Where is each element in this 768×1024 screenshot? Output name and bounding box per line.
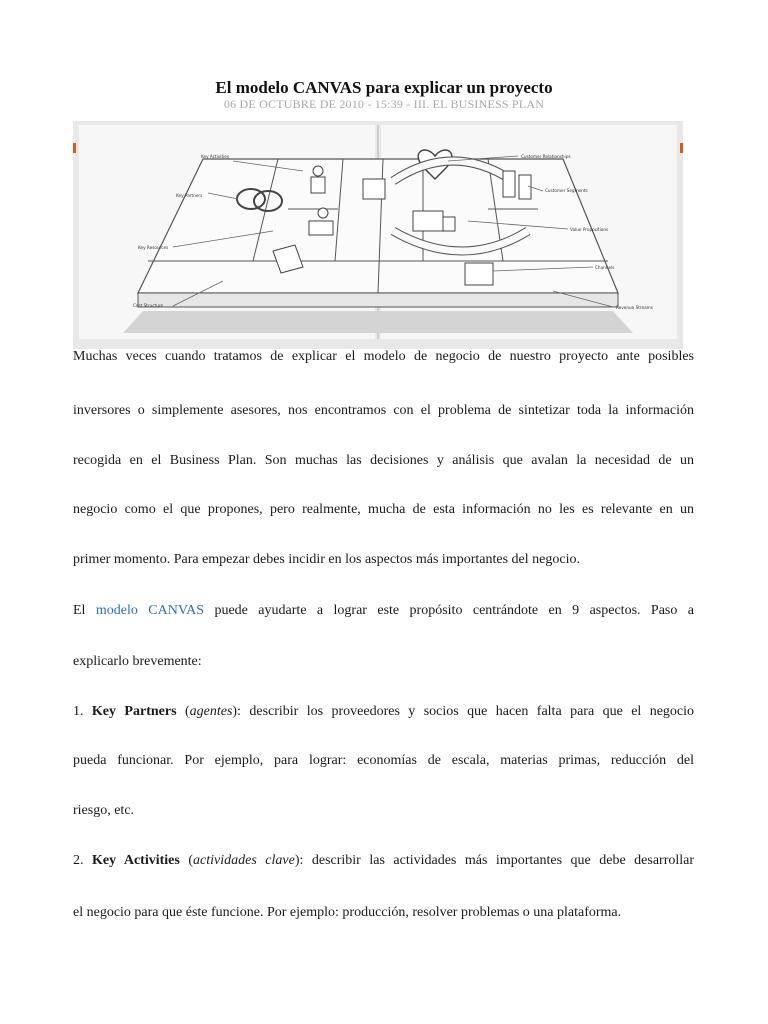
label-customer-relationships: Customer Relationships [521, 154, 571, 159]
paragraph-1-line-2: inversores o simplemente asesores, nos encontramos con el problema de sintetizar toda la información [73, 403, 694, 418]
modelo-canvas-link[interactable]: modelo CANVAS [95, 603, 205, 618]
paragraph-1-line-5: primer momento. Para empezar debes incidir en los aspectos más importantes del negocio. [73, 552, 580, 567]
paragraph-4-line-2: el negocio para que éste funcione. Por ejemplo: producción, resolver problemas o una plataforma. [73, 905, 622, 920]
label-cost-structure: Cost Structure [133, 303, 164, 308]
item-number: 1. [73, 704, 84, 719]
label-key-resources: Key Resources [138, 245, 169, 250]
label-customer-segments: Customer Segments [545, 188, 588, 193]
canvas-board-drawing [73, 121, 683, 349]
paragraph-2-start: El [73, 603, 86, 618]
paragraph-1-line-3: recogida en el Business Plan. Son muchas las decisiones y análisis que avalan la necesidad de un [73, 453, 694, 468]
paragraph-4-line-1: 2. Key Activities (actividades clave): describir las actividades más importantes que debe desarrollar [73, 853, 695, 868]
label-revenue-streams: Revenue Streams [616, 305, 653, 310]
label-value-propositions: Value Propositions [570, 227, 609, 232]
key-activities-translation: actividades clave [193, 853, 295, 868]
key-activities-term: Key Activities [92, 853, 180, 868]
document-title: El modelo CANVAS para explicar un proyecto [215, 78, 553, 97]
key-partners-translation: agentes [189, 704, 233, 719]
canvas-illustration [73, 121, 683, 349]
paragraph-3-line-3: riesgo, etc. [73, 803, 135, 818]
document-meta: 06 DE OCTUBRE DE 2010 - 15:39 - III. EL BUSINESS PLAN [223, 97, 545, 111]
paragraph-2-rest: puede ayudarte a lograr este propósito centrándote en 9 aspectos. Paso a [214, 603, 695, 618]
label-channels: Channels [595, 265, 615, 270]
item-number: 2. [73, 853, 84, 868]
paragraph-3-line-2: pueda funcionar. Por ejemplo, para lograr: economías de escala, materias primas, reducción del [73, 753, 694, 768]
paragraph-1-line-4: negocio como el que propones, pero realmente, mucha de esta información no les es relevante en un [73, 502, 694, 517]
paragraph-2-line-2: explicarlo brevemente: [73, 654, 202, 669]
paragraph-3-line-1: 1. Key Partners (agentes): describir los proveedores y socios que hacen falta para que el negocio [73, 704, 695, 719]
paragraph-1-line-1: Muchas veces cuando tratamos de explicar el modelo de negocio de nuestro proyecto ante posibles [73, 349, 694, 364]
key-partners-term: Key Partners [91, 704, 177, 719]
label-key-activities: Key Activities [201, 154, 230, 159]
label-key-partners: Key Partners [176, 193, 203, 198]
key-partners-description: ): describir los proveedores y socios que hacen falta para que el negocio [232, 704, 695, 719]
key-activities-description: ): describir las actividades más importantes que debe desarrollar [294, 853, 695, 868]
paragraph-2-line-1 [73, 603, 694, 619]
